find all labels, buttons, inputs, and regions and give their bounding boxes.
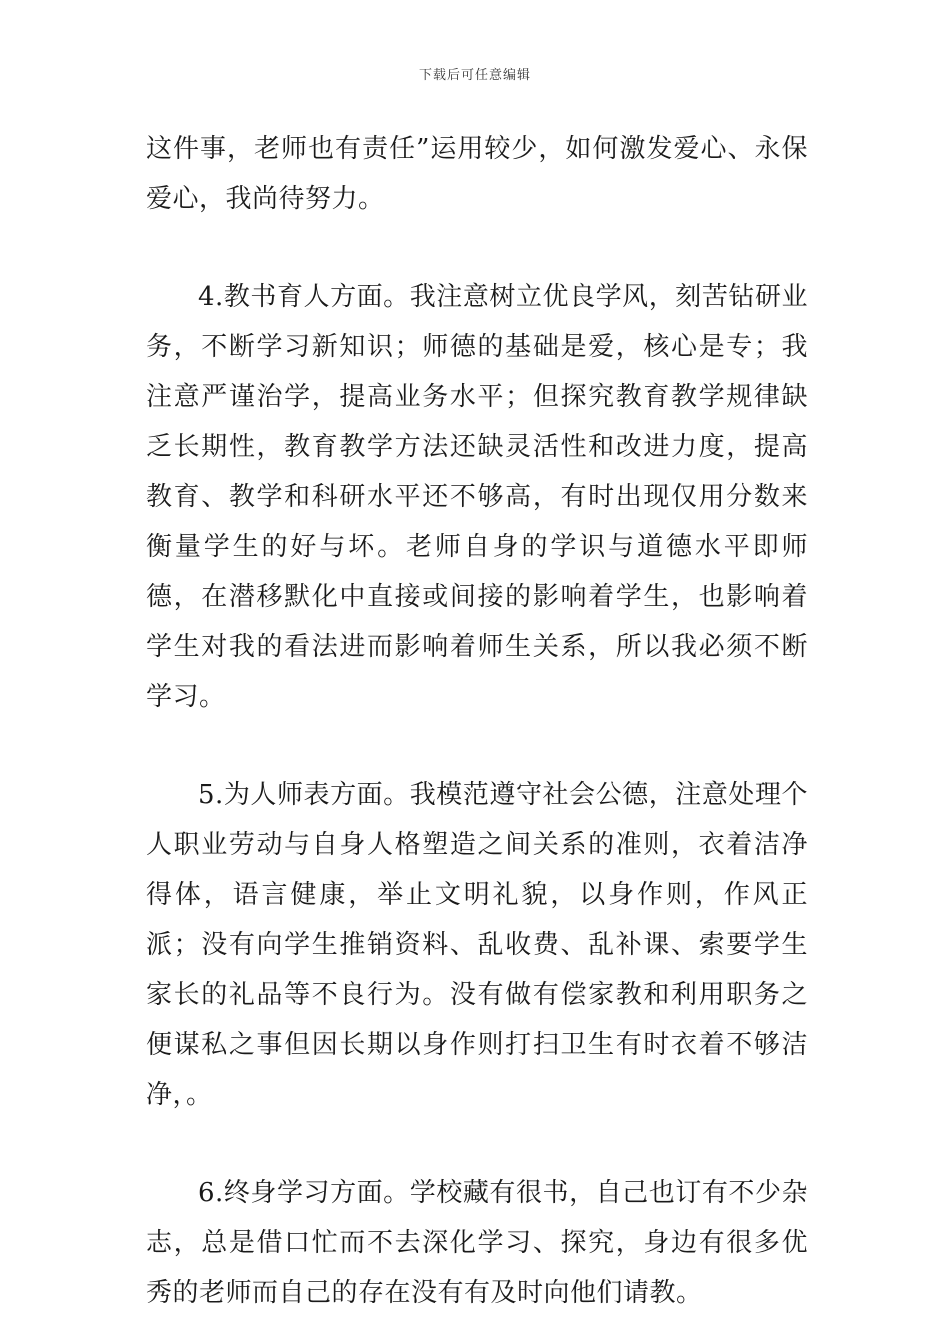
- paragraph-teaching: 4.教书育人方面。我注意树立优良学风，刻苦钻研业务，不断学习新知识；师德的基础是爱，核心是专；我注意严谨治学，提高业务水平；但探究教育教学规律缺乏长期性，教育教学方法还缺灵活性和改进力度，提高教育、教学和科研水平还不够高，有时出现仅用分数来衡量学生的好与坏。老师自身的学识与道德水平即师德，在潜移默化中直接或间接的影响着学生，也影响着学生对我的看法进而影响着师生关系，所以我必须不断学习。: [146, 282, 808, 712]
- paragraph-continuation: 这件事，老师也有责任”运用较少，如何激发爱心、永保爱心，我尚待努力。: [146, 134, 808, 214]
- paragraph-lifelong-learning: 6.终身学习方面。学校藏有很书，自己也订有不少杂志，总是借口忙而不去深化学习、探究，身边有很多优秀的老师而自己的存在没有有及时向他们请教。: [146, 1178, 808, 1308]
- paragraph-role-model: 5.为人师表方面。我模范遵守社会公德，注意处理个人职业劳动与自身人格塑造之间关系的准则，衣着洁净得体，语言健康，举止文明礼貌，以身作则，作风正派；没有向学生推销资料、乱收费、乱补课、索要学生家长的礼品等不良行为。没有做有偿家教和利用职务之便谋私之事但因长期以身作则打扫卫生有时衣着不够洁净，。: [146, 780, 808, 1110]
- page-header: 下载后可任意编辑: [418, 68, 531, 83]
- document-body: [146, 124, 808, 1318]
